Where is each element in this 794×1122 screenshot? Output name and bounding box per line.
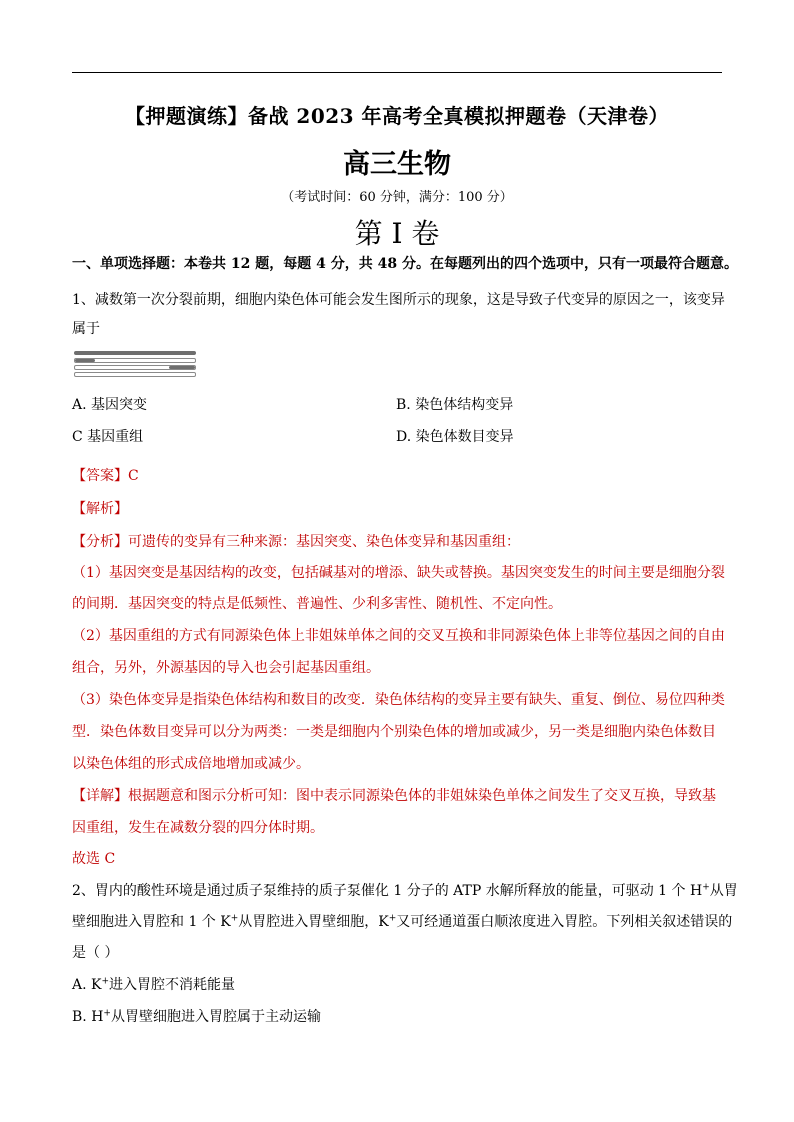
q1-point3-line3: 以染色体组的形式成倍地增加或减少。 [72,756,310,772]
chromatid-2 [74,358,196,363]
chromosome-crossover-figure [74,351,196,377]
q2-stem-line1: 2、胃内的酸性环境是通过质子泵维持的质子泵催化 1 分子的 ATP 水解所释放的能量，可驱动 1 个 H+从胃 [72,882,738,899]
q1-point3-line1: （3）染色体变异是指染色体结构和数目的改变．染色体结构的变异主要有缺失、重复、倒位、易位四种类 [72,692,725,708]
q2-option-b: B. H+从胃壁细胞进入胃腔属于主动运输 [72,1008,321,1025]
chromatid-4 [74,372,196,377]
q1-option-b: B. 染色体结构变异 [396,397,514,413]
subject-title: 高三生物 [343,149,451,180]
chromatid-3 [74,365,196,370]
q1-detail-line2: 因重组，发生在减数分裂的四分体时期。 [72,820,324,836]
exam-title: 【押题演练】备战 2023 年高考全真模拟押题卷（天津卷） [124,104,670,128]
exam-info: （考试时间：60 分钟，满分：100 分） [281,190,513,205]
chromatid-1 [74,351,196,355]
q1-point1-line2: 的间期．基因突变的特点是低频性、普遍性、少利多害性、随机性、不定向性。 [72,596,562,612]
q1-point1-line1: （1）基因突变是基因结构的改变，包括碱基对的增添、缺失或替换。基因突变发生的时间主要是细胞分裂 [72,565,725,581]
volume-heading: 第 I 卷 [354,217,440,250]
q1-fenxi: 【分析】可遗传的变异有三种来源：基因突变、染色体变异和基因重组： [72,534,520,550]
q1-option-d: D. 染色体数目变异 [396,429,514,445]
q1-option-c: C 基因重组 [72,429,144,445]
q1-detail-line1: 【详解】根据题意和图示分析可知：图中表示同源染色体的非姐妹染色单体之间发生了交叉互换，导致基 [72,788,716,804]
exchanged-segment [169,366,195,369]
q1-final-choice: 故选 C [72,851,116,867]
exchanged-segment [75,359,95,362]
q1-stem-line1: 1、减数第一次分裂前期，细胞内染色体可能会发生图所示的现象，这是导致子代变异的原因之一，该变异 [72,292,725,308]
q1-stem-line2: 属于 [72,321,100,337]
q1-point2-line1: （2）基因重组的方式有同源染色体上非姐妹单体之间的交叉互换和非同源染色体上非等位基因之间的自由 [72,628,725,644]
q1-point2-line2: 组合，另外，外源基因的导入也会引起基因重组。 [72,660,380,676]
header-rule [72,72,722,73]
q1-answer: 【答案】C [72,468,139,484]
q2-option-a: A. K+进入胃腔不消耗能量 [72,976,236,993]
q2-stem-line3: 是（ ） [72,945,119,961]
q1-point3-line2: 型．染色体数目变异可以分为两类：一类是细胞内个别染色体的增加或减少，另一类是细胞内染色体数目 [72,724,716,740]
q1-option-a: A. 基因突变 [72,397,148,413]
q2-stem-line2: 壁细胞进入胃腔和 1 个 K+从胃腔进入胃壁细胞，K+又可经通道蛋白顺浓度进入胃腔。下列相关叙述错误的 [72,913,733,930]
section-heading: 一、单项选择题：本卷共 12 题，每题 4 分，共 48 分。在每题列出的四个选项中，只有一项最符合题意。 [72,256,738,272]
q1-analysis-label: 【解析】 [72,501,128,517]
